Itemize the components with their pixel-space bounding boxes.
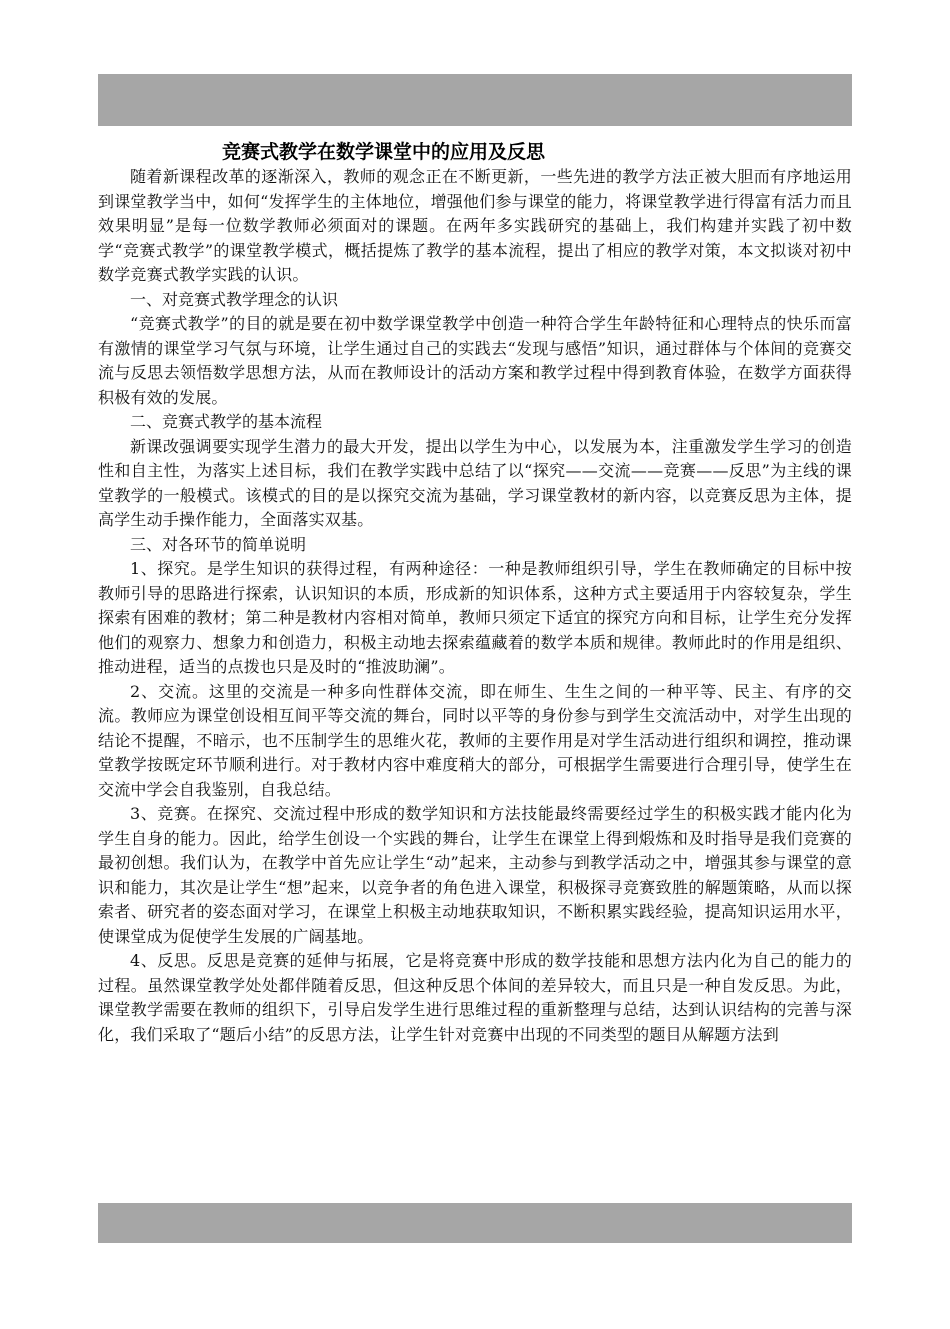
section-heading-1: 一、对竞赛式教学理念的认识 (130, 289, 339, 309)
header-band (98, 74, 852, 126)
footer-band (98, 1203, 852, 1243)
item-paragraph-competition: 3、竞赛。在探究、交流过程中形成的数学知识和方法技能最终需要经过学生的积极实践才能内化为学生自身的能力。因此，给学生创设一个实践的舞台，让学生在课堂上得到煅炼和及时指导是我们竞赛的最初创想。我们认为，在教学中首先应让学生“动”起来，主动参与到教学活动之中，增强其参与课堂的意识和能力，其次是让学生“想”起来，以竞争者的角色进入课堂，积极探寻竞赛致胜的解题策略，从而以探索者、研究者的姿态面对学习，在课堂上积极主动地获取知识，不断积累实践经验，提高知识运用水平，使课堂成为促使学生发展的广阔基地。 (98, 804, 852, 946)
document-body (98, 140, 852, 1047)
section-heading-3: 三、对各环节的简单说明 (130, 534, 307, 554)
item-paragraph-exchange: 2、交流。这里的交流是一种多向性群体交流，即在师生、生生之间的一种平等、民主、有序的交流。教师应为课堂创设相互间平等交流的舞台，同时以平等的身份参与到学生交流活动中，对学生出现的结论不提醒，不暗示，也不压制学生的思维火花，教师的主要作用是对学生活动进行组织和调控，推动课堂教学按既定环节顺利进行。对于教材内容中难度稍大的部分，可根据学生需要进行合理引导，使学生在交流中学会自我鉴别，自我总结。 (98, 681, 852, 799)
page-title: 竞赛式教学在数学课堂中的应用及反思 (222, 141, 546, 163)
intro-paragraph: 随着新课程改革的逐渐深入，教师的观念正在不断更新，一些先进的教学方法正被大胆而有序地运用到课堂教学当中，如何“发挥学生的主体地位，增强他们参与课堂的能力，将课堂教学进行得富有活力而且效果明显”是每一位数学教师必须面对的课题。在两年多实践研究的基础上，我们构建并实践了初中数学“竞赛式教学”的课堂教学模式，概括提炼了教学的基本流程，提出了相应的教学对策，本文拟谈对初中数学竞赛式教学实践的认识。 (98, 167, 852, 284)
item-paragraph-reflection: 4、反思。反思是竞赛的延伸与拓展，它是将竞赛中形成的数学技能和思想方法内化为自己的能力的过程。虽然课堂教学处处都伴随着反思，但这种反思个体间的差异较大，而且只是一种自发反思。为此，课堂教学需要在教师的组织下，引导启发学生进行思维过程的重新整理与总结，达到认识结构的完善与深化，我们采取了“题后小结”的反思方法，让学生针对竞赛中出现的不同类型的题目从解题方法到 (98, 951, 852, 1044)
section-paragraph-1: “竞赛式教学”的目的就是要在初中数学课堂教学中创造一种符合学生年龄特征和心理特点的快乐而富有激情的课堂学习气氛与环境，让学生通过自己的实践去“发现与感悟”知识，通过群体与个体间的竞赛交流与反思去领悟数学思想方法，从而在教师设计的活动方案和教学过程中得到教育体验，在数学方面获得积极有效的发展。 (98, 314, 852, 407)
section-heading-2: 二、竞赛式教学的基本流程 (130, 412, 323, 431)
section-paragraph-2: 新课改强调要实现学生潜力的最大开发，提出以学生为中心，以发展为本，注重激发学生学习的创造性和自主性，为落实上述目标，我们在教学实践中总结了以“探究——交流——竞赛——反思”为主线的课堂教学的一般模式。该模式的目的是以探究交流为基础，学习课堂教材的新内容，以竞赛反思为主体，提高学生动手操作能力，全面落实双基。 (98, 436, 852, 529)
item-paragraph-explore: 1、探究。是学生知识的获得过程，有两种途径：一种是教师组织引导，学生在教师确定的目标中按教师引导的思路进行探索，认识知识的本质，形成新的知识体系，这种方式主要适用于内容较复杂，学生探索有困难的教材；第二种是教材内容相对简单，教师只须定下适宜的探究方向和目标，让学生充分发挥他们的观察力、想象力和创造力，积极主动地去探索蕴藏着的数学本质和规律。教师此时的作用是组织、推动进程，适当的点拨也只是及时的“推波助澜”。 (98, 559, 852, 676)
